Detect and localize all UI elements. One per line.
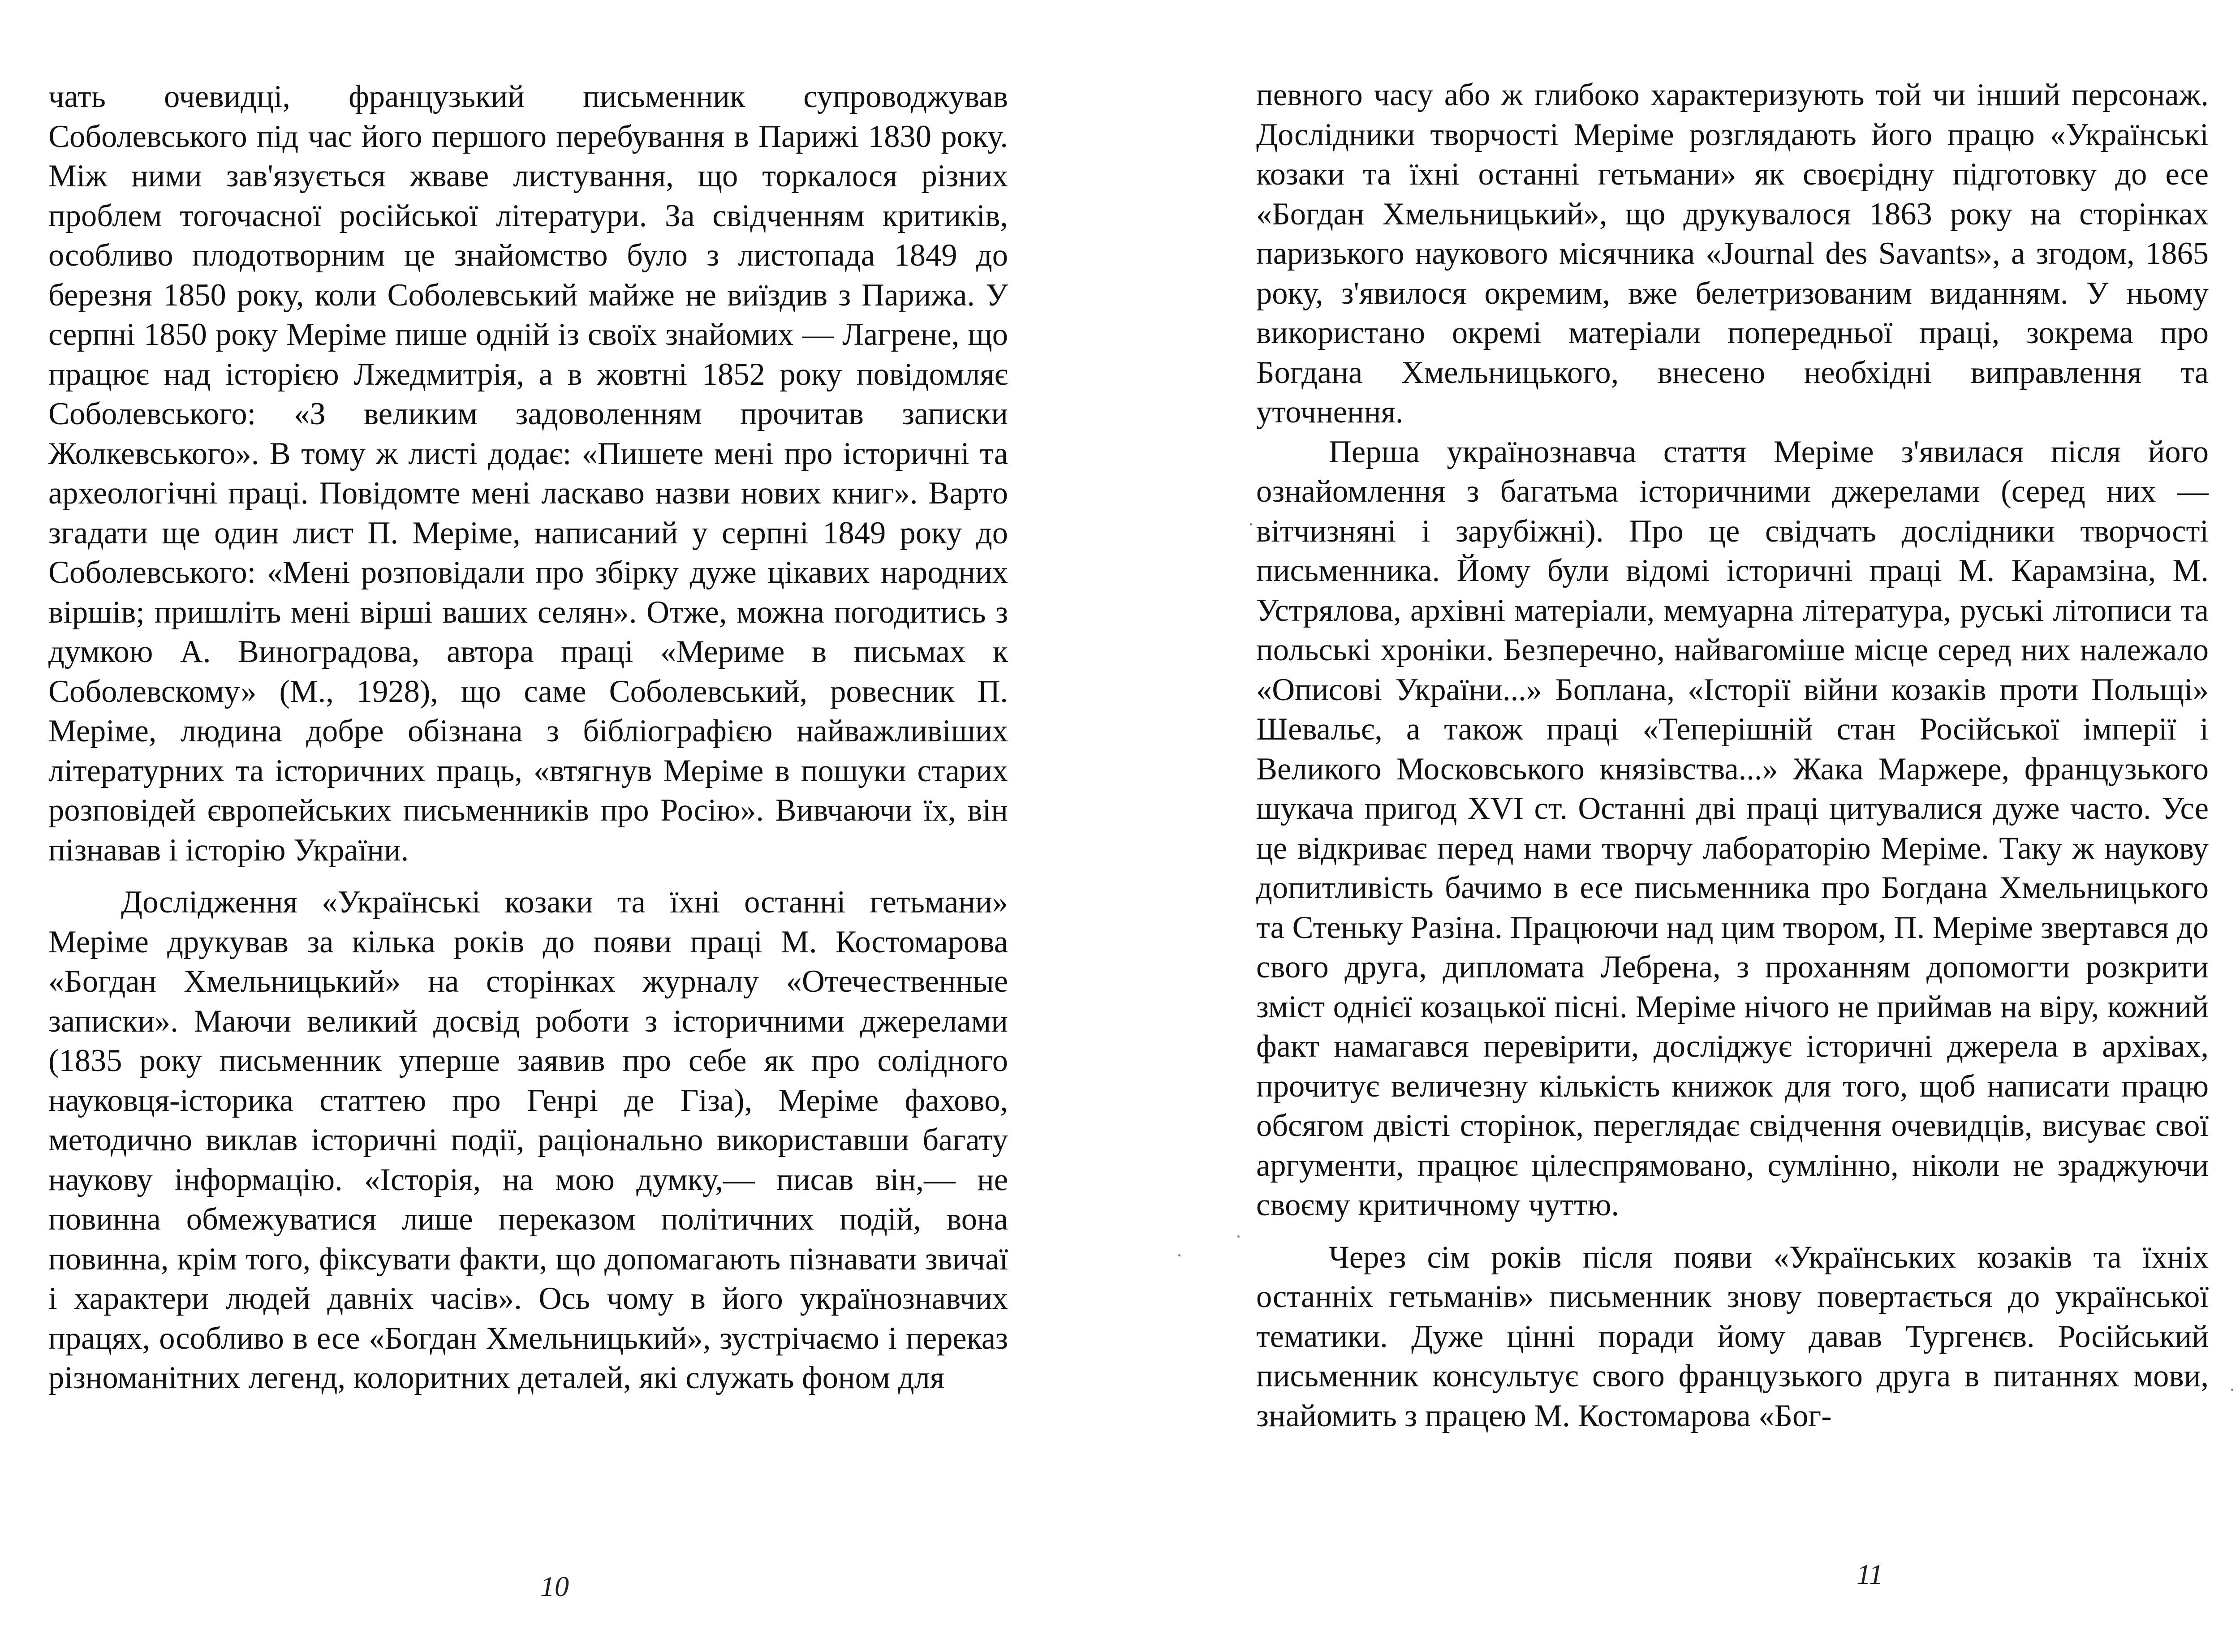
right-paragraph-1: певного часу або ж глибоко характеризують той чи інший персонаж. Дослідники творчості Меріме розглядають його працю «Українські козаки та їхні останні гетьмани» як своєрідну підготовку до есе «Богдан Хмельницький», що друкувалося 1863 року на сторінках паризького наукового місячника «Journal des Savants», а згодом, 1865 року, з'явилося окремим, вже белетризованим виданням. У ньому використано окремі матеріали попередньої праці, зокрема про Богдана Хмельницького, внесено необхідні виправлення та уточнення. — [1256, 77, 2209, 430]
right-page-text — [1256, 75, 2209, 1436]
left-page-text — [48, 77, 1008, 1398]
left-paragraph-2: Дослідження «Українські козаки та їхні останні гетьмани» Меріме друкував за кілька років до появи праці М. Костомарова «Богдан Хмельницький» на сторінках журналу «Отечественные записки». Маючи великий досвід роботи з історичними джерелами (1835 року письменник уперше заявив про себе як про солідного науковця-історика статтею про Генрі де Гіза), Меріме фахово, методично виклав історичні події, раціонально використавши багату наукову інформацію. «Історія, на мою думку,— писав він,— не повинна обмежуватися лише переказом політичних подій, вона повинна, крім того, фіксувати факти, що допомагають пізнавати звичаї і характери людей давніх часів». Ось чому в його українознавчих працях, особливо в есе «Богдан Хмельницький», зустрічаємо і переказ різноманітних легенд, колоритних деталей, які служать фоном для — [48, 885, 1008, 1395]
right-paragraph-2: Перша українознавча стаття Меріме з'явилася після його ознайомлення з багатьма історичними джерелами (серед них — вітчизняні і зарубіжні). Про це свідчать дослідники творчості письменника. Йому були відомі історичні праці М. Карамзіна, М. Устрялова, архівні матеріали, мемуарна література, руські літописи та польські хроніки. Безперечно, найвагоміше місце серед них належало «Описові України...» Боплана, «Історії війни козаків проти Польщі» Шевальє, а також праці «Теперішній стан Російської імперії і Великого Московського князівства...» Жака Маржере, французького шукача пригод XVI ст. Останні дві праці цитувалися дуже часто. Усе це відкриває перед нами творчу лабораторію Меріме. Таку ж наукову допитливість бачимо в есе письменника про Богдана Хмельницького та Стеньку Разіна. Працюючи над цим твором, П. Меріме звертався до свого друга, дипломата Лебрена, з проханням допомогти розкрити зміст однієї козацької пісні. Меріме нічого не приймав на віру, кожний факт намагався перевірити, досліджує історичні джерела в архівах, прочитує величезну кількість книжок для того, щоб написати працю обсягом двісті сторінок, переглядає свідчення очевидців, висуває свої аргументи, працює цілеспрямовано, сумлінно, ніколи не зраджуючи своєму критичному чуттю. — [1256, 434, 2209, 1222]
right-page — [1151, 0, 2240, 1652]
scan-speck — [2231, 1389, 2233, 1391]
right-page-number: 11 — [1857, 1558, 1883, 1590]
scan-speck — [1250, 523, 1252, 525]
scan-speck — [1178, 1254, 1180, 1256]
left-paragraph-1: чать очевидці, французький письменник супроводжував Соболевського під час його першого перебування в Парижі 1830 року. Між ними зав'язується жваве листування, що торкалося різних проблем тогочасної російської літератури. За свідченням критиків, особливо плодотворним це знайомство було з листопада 1849 до березня 1850 року, коли Соболевський майже не виїздив з Парижа. У серпні 1850 року Меріме пише одній із своїх знайомих — Лагрене, що працює над історією Лжедмитрія, а в жовтні 1852 року повідомляє Соболевського: «З великим задоволенням прочитав записки Жолкевського». В тому ж листі додає: «Пишете мені про історичні та археологічні праці. Повідомте мені ласкаво назви нових книг». Варто згадати ще один лист П. Меріме, написаний у серпні 1849 року до Соболевського: «Мені розповідали про збірку дуже цікавих народних віршів; пришліть мені вірші ваших селян». Отже, можна погодитись з думкою А. Виноградова, автора праці «Мериме в письмах к Соболевскому» (М., 1928), що саме Соболевський, ровесник П. Меріме, людина добре обізнана з бібліографією найважливіших літературних та історичних праць, «втягнув Меріме в пошуки старих розповідей європейських письменників про Росію». Вивчаючи їх, він пізнавав і історію України. — [48, 79, 1008, 868]
scan-speck — [1237, 1235, 1240, 1238]
right-paragraph-3: Через сім років після появи «Українських козаків та їхніх останніх гетьманів» письменник знову повертається до української тематики. Дуже цінні поради йому давав Тургенєв. Російський письменник консультує свого французького друга в питаннях мови, знайомить з працею М. Костомарова «Бог- — [1256, 1239, 2209, 1433]
left-page-number: 10 — [540, 1570, 569, 1602]
